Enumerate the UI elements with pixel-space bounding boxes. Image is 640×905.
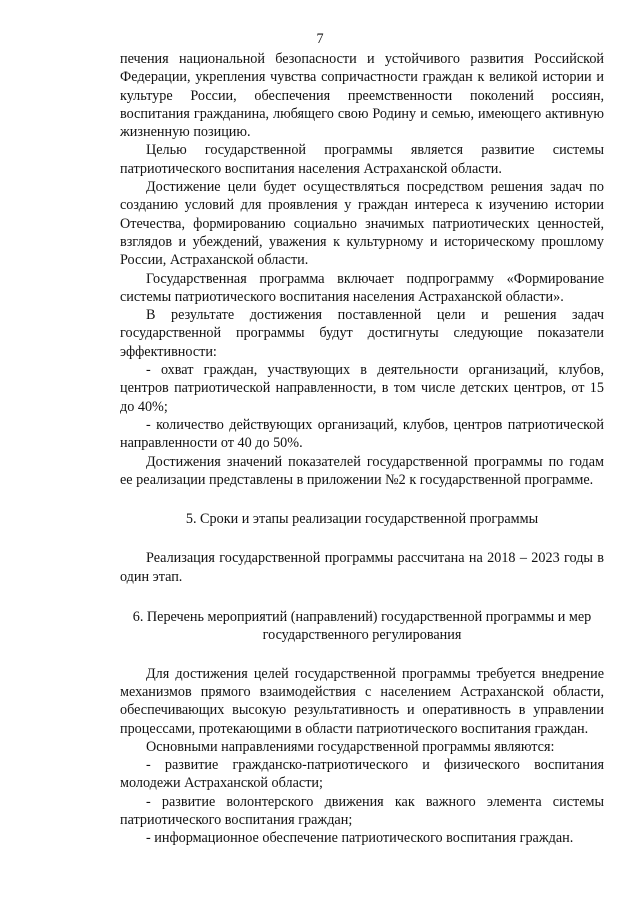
direction-item: - развитие волонтерского движения как важного элемента системы патриотического воспитания граждан; — [120, 793, 604, 828]
indicator-item: - количество действующих организаций, клубов, центров патриотической направленности от 40 до 50%. — [120, 416, 604, 452]
direction-item: - информационное обеспечение патриотического воспитания граждан. — [146, 830, 574, 847]
indicators-paragraph: В результате достижения поставленной цели и решения задач государственной программы будут достигнуты следующие показатели эффективности: — [120, 307, 604, 360]
subprogram-paragraph: Государственная программа включает подпрограмму «Формирование системы патриотического воспитания населения Астраханской области». — [120, 270, 604, 305]
document-body — [120, 50, 604, 848]
indicator-item: - охват граждан, участвующих в деятельности организаций, клубов, центров патриотической направленности, в том числе детских центров, от 15 до 40%; — [120, 362, 604, 415]
section-5-paragraph: Реализация государственной программы рассчитана на 2018 – 2023 годы в один этап. — [120, 550, 604, 585]
direction-item: - развитие гражданско-патриотического и физического воспитания молодежи Астраханской области; — [120, 757, 604, 792]
section-6-directions-intro: Основными направлениями государственной программы являются: — [146, 738, 555, 755]
tasks-paragraph: Достижение цели будет осуществляться посредством решения задач по созданию условий для проявления у граждан интереса к изучению истории Отечества, формированию социально значимых патриотических ценностей, взглядов и убеждений, уважения к культурному и историческому прошлому России, Астраханской области. — [120, 179, 604, 269]
page-number: 7 — [316, 31, 324, 47]
goal-paragraph: Целью государственной программы является развитие системы патриотического воспитания населения Астраханской области. — [120, 142, 604, 177]
section-6-paragraph: Для достижения целей государственной программы требуется внедрение механизмов прямого взаимодействия с населением Астраханской области, обеспечивающих высокую результативность и оперативность в управлении процессами, протекающими в области патриотического воспитания граждан. — [120, 665, 604, 737]
section-5-heading: 5. Сроки и этапы реализации государственной программы — [185, 511, 539, 528]
section-6-heading: 6. Перечень мероприятий (направлений) государственной программы и мер государственного регулирования — [132, 609, 592, 644]
appendix-reference-paragraph: Достижения значений показателей государственной программы по годам ее реализации представлены в приложении №2 к государственной программе. — [120, 453, 604, 488]
intro-paragraph-continuation: печения национальной безопасности и устойчивого развития Российской Федерации, укрепления чувства сопричастности граждан к великой истории и культуре России, обеспечения преемственности поколений россиян, воспитания гражданина, любящего свою Родину и семью, имеющего активную жизненную позицию. — [120, 51, 604, 141]
